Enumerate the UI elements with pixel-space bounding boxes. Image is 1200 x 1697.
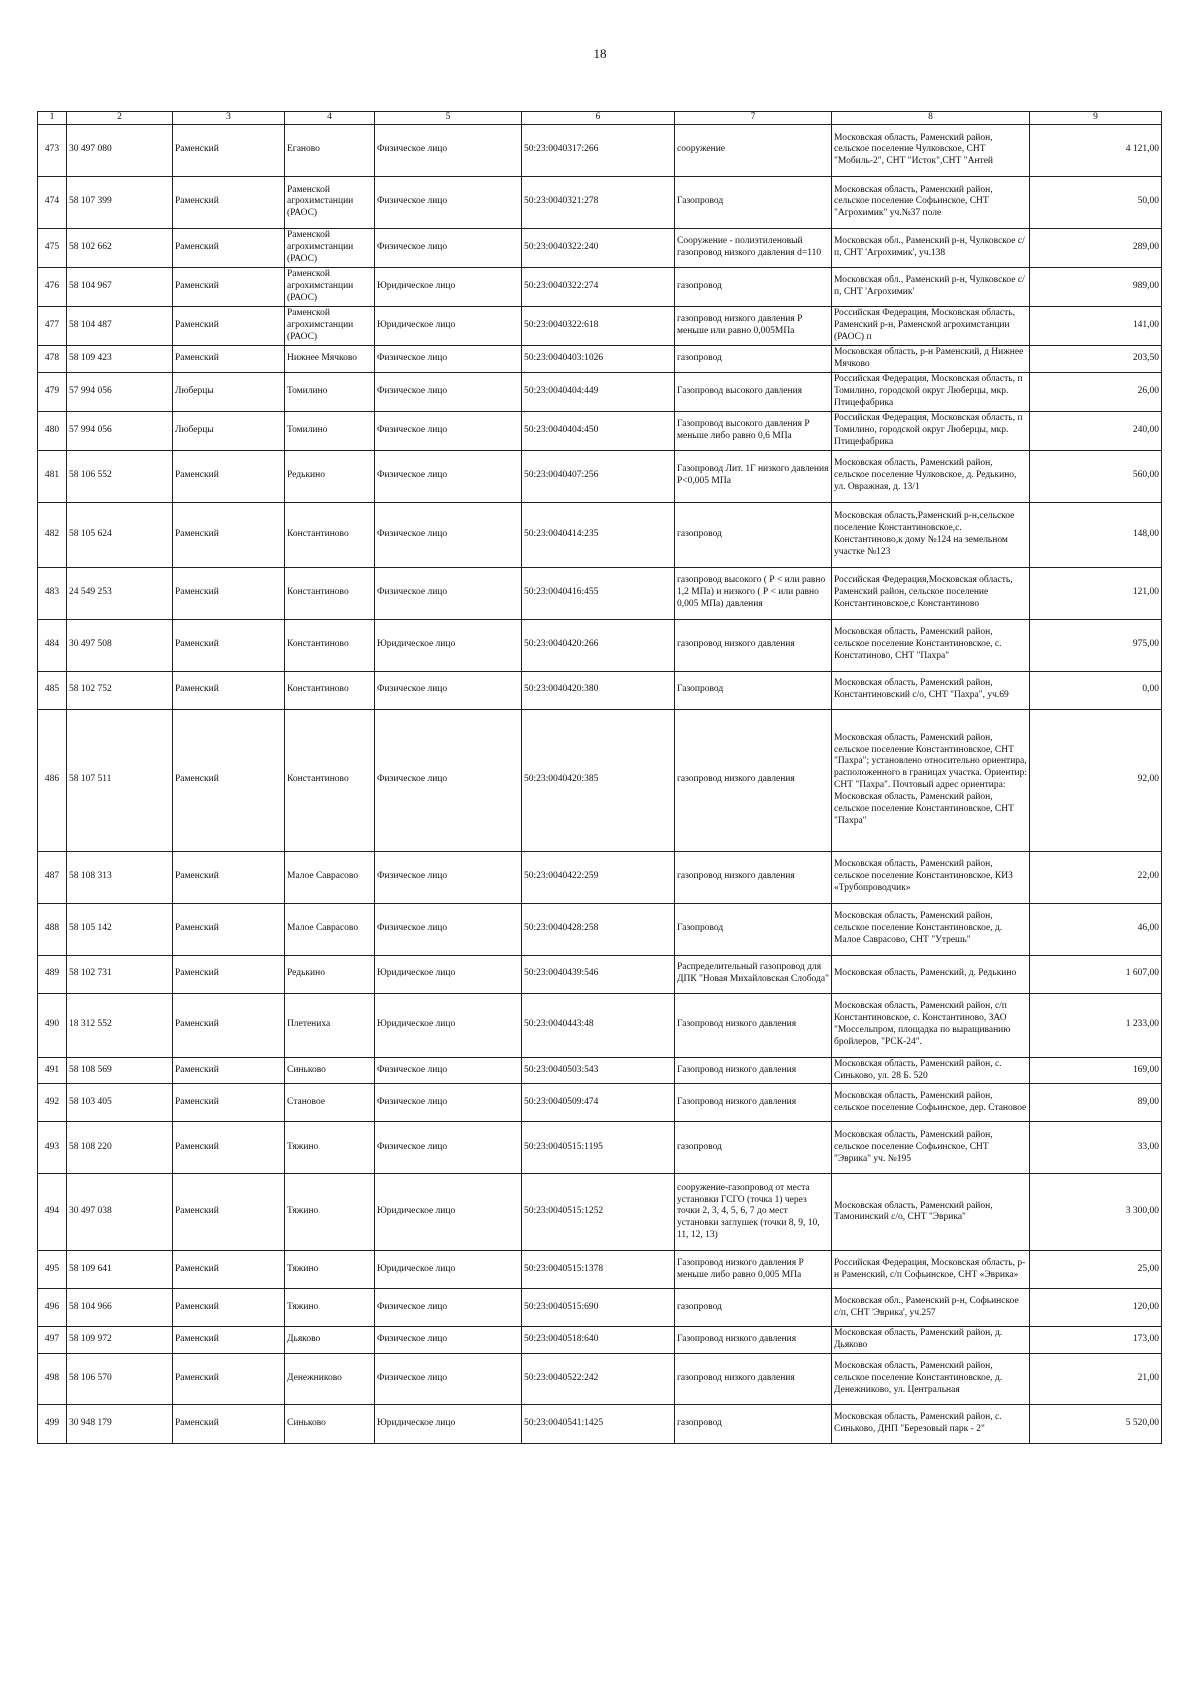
row-number: 492	[38, 1084, 67, 1122]
value-cell: 4 121,00	[1030, 124, 1162, 176]
row-number: 493	[38, 1122, 67, 1174]
row-number: 490	[38, 993, 67, 1057]
value-cell: 33,00	[1030, 1122, 1162, 1174]
row-number: 495	[38, 1251, 67, 1289]
cadastral-number-cell: 50:23:0040420:380	[522, 671, 675, 709]
cadastral-number-cell: 50:23:0040428:258	[522, 903, 675, 955]
district-cell: Раменский	[173, 1289, 285, 1327]
cadastral-number-cell: 50:23:0040321:278	[522, 176, 675, 228]
address-cell: Московская область, Раменский район, сельское поселение Константиновское, с. Констатиново, СНТ "Пахра"	[832, 619, 1030, 671]
settlement-cell: Раменской агрохимстанции (РАОС)	[285, 228, 375, 267]
address-cell: Московская область, Раменский район, сельское поселение Софьинское, СНТ "Эврика" уч. №195	[832, 1122, 1030, 1174]
object-cell: сооружение	[675, 124, 832, 176]
code-cell: 24 549 253	[67, 567, 173, 619]
settlement-cell: Раменской агрохимстанции (РАОС)	[285, 267, 375, 306]
table-row	[38, 306, 1162, 345]
code-cell: 30 497 508	[67, 619, 173, 671]
row-number: 477	[38, 306, 67, 345]
owner-type-cell: Юридическое лицо	[375, 306, 522, 345]
district-cell: Раменский	[173, 1405, 285, 1444]
object-cell: Распределительный газопровод для ДПК "Новая Михайловская Слобода"	[675, 955, 832, 993]
code-cell: 58 105 624	[67, 502, 173, 567]
value-cell: 203,50	[1030, 345, 1162, 372]
owner-type-cell: Физическое лицо	[375, 1327, 522, 1354]
object-cell: Газопровод	[675, 671, 832, 709]
row-number: 484	[38, 619, 67, 671]
cadastral-number-cell: 50:23:0040407:256	[522, 450, 675, 502]
address-cell: Московская область, Раменский район, с/п Константиновское, с. Константиново, ЗАО "Моссельпром, площадка по выращиванию бройлеров, "РСК-24".	[832, 993, 1030, 1057]
row-number: 473	[38, 124, 67, 176]
code-cell: 58 104 967	[67, 267, 173, 306]
value-cell: 89,00	[1030, 1084, 1162, 1122]
row-number: 488	[38, 903, 67, 955]
value-cell: 1 607,00	[1030, 955, 1162, 993]
object-cell: газопровод	[675, 1405, 832, 1444]
code-cell: 58 102 752	[67, 671, 173, 709]
district-cell: Раменский	[173, 1327, 285, 1354]
owner-type-cell: Физическое лицо	[375, 502, 522, 567]
cadastral-number-cell: 50:23:0040443:48	[522, 993, 675, 1057]
column-header: 8	[832, 112, 1030, 125]
table-row	[38, 1251, 1162, 1289]
value-cell: 50,00	[1030, 176, 1162, 228]
code-cell: 58 106 570	[67, 1354, 173, 1405]
value-cell: 0,00	[1030, 671, 1162, 709]
cadastral-number-cell: 50:23:0040522:242	[522, 1354, 675, 1405]
code-cell: 58 103 405	[67, 1084, 173, 1122]
address-cell: Московская область, Раменский район, д. Дьяково	[832, 1327, 1030, 1354]
value-cell: 169,00	[1030, 1057, 1162, 1084]
code-cell: 58 106 552	[67, 450, 173, 502]
settlement-cell: Константиново	[285, 567, 375, 619]
object-cell: Газопровод Лит. 1Г низкого давления Р<0,005 МПа	[675, 450, 832, 502]
settlement-cell: Томилино	[285, 411, 375, 450]
cadastral-number-cell: 50:23:0040515:1378	[522, 1251, 675, 1289]
settlement-cell: Нижнее Мячково	[285, 345, 375, 372]
district-cell: Раменский	[173, 993, 285, 1057]
table-row	[38, 450, 1162, 502]
district-cell: Раменский	[173, 671, 285, 709]
table-row	[38, 1057, 1162, 1084]
cadastral-number-cell: 50:23:0040322:274	[522, 267, 675, 306]
code-cell: 30 497 080	[67, 124, 173, 176]
cadastral-number-cell: 50:23:0040541:1425	[522, 1405, 675, 1444]
row-number: 474	[38, 176, 67, 228]
value-cell: 46,00	[1030, 903, 1162, 955]
owner-type-cell: Физическое лицо	[375, 709, 522, 851]
district-cell: Раменский	[173, 1057, 285, 1084]
row-number: 496	[38, 1289, 67, 1327]
cadastral-number-cell: 50:23:0040420:266	[522, 619, 675, 671]
table-row	[38, 411, 1162, 450]
code-cell: 58 109 972	[67, 1327, 173, 1354]
cadastral-number-cell: 50:23:0040518:640	[522, 1327, 675, 1354]
address-cell: Российская Федерация, Московская область, п Томилино, городской округ Люберцы, мкр. Птицефабрика	[832, 411, 1030, 450]
code-cell: 58 109 423	[67, 345, 173, 372]
table-row	[38, 502, 1162, 567]
owner-type-cell: Физическое лицо	[375, 1057, 522, 1084]
settlement-cell: Плетениха	[285, 993, 375, 1057]
object-cell: газопровод низкого давления	[675, 619, 832, 671]
cadastral-number-cell: 50:23:0040416:455	[522, 567, 675, 619]
column-header: 7	[675, 112, 832, 125]
cadastral-number-cell: 50:23:0040404:449	[522, 372, 675, 411]
object-cell: Газопровод высокого давления Р меньше либо равно 0,6 МПа	[675, 411, 832, 450]
row-number: 494	[38, 1174, 67, 1251]
settlement-cell: Константиново	[285, 502, 375, 567]
settlement-cell: Малое Саврасово	[285, 903, 375, 955]
district-cell: Раменский	[173, 176, 285, 228]
value-cell: 240,00	[1030, 411, 1162, 450]
owner-type-cell: Физическое лицо	[375, 372, 522, 411]
object-cell: Газопровод низкого давления	[675, 1084, 832, 1122]
table-row	[38, 619, 1162, 671]
district-cell: Люберцы	[173, 372, 285, 411]
settlement-cell: Константиново	[285, 709, 375, 851]
code-cell: 57 994 056	[67, 411, 173, 450]
value-cell: 1 233,00	[1030, 993, 1162, 1057]
owner-type-cell: Физическое лицо	[375, 176, 522, 228]
owner-type-cell: Физическое лицо	[375, 345, 522, 372]
settlement-cell: Тяжино	[285, 1122, 375, 1174]
settlement-cell: Тяжино	[285, 1174, 375, 1251]
cadastral-number-cell: 50:23:0040317:266	[522, 124, 675, 176]
owner-type-cell: Физическое лицо	[375, 903, 522, 955]
code-cell: 58 108 220	[67, 1122, 173, 1174]
value-cell: 975,00	[1030, 619, 1162, 671]
value-cell: 21,00	[1030, 1354, 1162, 1405]
table-row	[38, 176, 1162, 228]
object-cell: газопровод низкого давления	[675, 851, 832, 903]
row-number: 482	[38, 502, 67, 567]
row-number: 475	[38, 228, 67, 267]
settlement-cell: Тяжино	[285, 1289, 375, 1327]
table-row	[38, 228, 1162, 267]
object-cell: Сооружение - полиэтиленовый газопровод низкого давления d=110	[675, 228, 832, 267]
row-number: 498	[38, 1354, 67, 1405]
code-cell: 58 102 662	[67, 228, 173, 267]
settlement-cell: Константиново	[285, 619, 375, 671]
row-number: 491	[38, 1057, 67, 1084]
value-cell: 121,00	[1030, 567, 1162, 619]
cadastral-number-cell: 50:23:0040503:543	[522, 1057, 675, 1084]
district-cell: Раменский	[173, 345, 285, 372]
table-row	[38, 993, 1162, 1057]
object-cell: Газопровод	[675, 903, 832, 955]
row-number: 479	[38, 372, 67, 411]
object-cell: Газопровод высокого давления	[675, 372, 832, 411]
code-cell: 30 948 179	[67, 1405, 173, 1444]
column-header: 4	[285, 112, 375, 125]
value-cell: 22,00	[1030, 851, 1162, 903]
code-cell: 30 497 038	[67, 1174, 173, 1251]
object-cell: газопровод	[675, 267, 832, 306]
code-cell: 58 109 641	[67, 1251, 173, 1289]
district-cell: Раменский	[173, 903, 285, 955]
owner-type-cell: Физическое лицо	[375, 228, 522, 267]
settlement-cell: Раменской агрохимстанции (РАОС)	[285, 176, 375, 228]
address-cell: Московская область, Раменский район, сельское поселение Софьинское, СНТ "Агрохимик" уч.№37 поле	[832, 176, 1030, 228]
value-cell: 148,00	[1030, 502, 1162, 567]
table-row	[38, 1405, 1162, 1444]
cadastral-number-cell: 50:23:0040439:546	[522, 955, 675, 993]
object-cell: Газопровод низкого давления	[675, 1327, 832, 1354]
row-number: 489	[38, 955, 67, 993]
owner-type-cell: Юридическое лицо	[375, 1405, 522, 1444]
table-row	[38, 1354, 1162, 1405]
settlement-cell: Денежниково	[285, 1354, 375, 1405]
address-cell: Московская обл., Раменский р-н, Чулковское с/п, СНТ 'Агрохимик', уч.138	[832, 228, 1030, 267]
code-cell: 58 107 511	[67, 709, 173, 851]
address-cell: Российская Федерация, Московская область, Раменский р-н, Раменской агрохимстанции (РАОС) п	[832, 306, 1030, 345]
owner-type-cell: Физическое лицо	[375, 1084, 522, 1122]
cadastral-number-cell: 50:23:0040515:1252	[522, 1174, 675, 1251]
object-cell: Газопровод низкого давления	[675, 1057, 832, 1084]
table-row	[38, 903, 1162, 955]
page-number: 18	[593, 46, 607, 61]
row-number: 485	[38, 671, 67, 709]
district-cell: Раменский	[173, 1354, 285, 1405]
settlement-cell: Дьяково	[285, 1327, 375, 1354]
owner-type-cell: Физическое лицо	[375, 1354, 522, 1405]
owner-type-cell: Юридическое лицо	[375, 619, 522, 671]
code-cell: 58 102 731	[67, 955, 173, 993]
column-header: 6	[522, 112, 675, 125]
row-number: 480	[38, 411, 67, 450]
district-cell: Раменский	[173, 709, 285, 851]
object-cell: Газопровод	[675, 176, 832, 228]
settlement-cell: Редькино	[285, 955, 375, 993]
address-cell: Московская обл., Раменский р-н, Софьинское с/п, СНТ 'Эврика', уч.257	[832, 1289, 1030, 1327]
table-row	[38, 124, 1162, 176]
cadastral-number-cell: 50:23:0040322:240	[522, 228, 675, 267]
owner-type-cell: Физическое лицо	[375, 1122, 522, 1174]
row-number: 481	[38, 450, 67, 502]
cadastral-number-cell: 50:23:0040509:474	[522, 1084, 675, 1122]
owner-type-cell: Физическое лицо	[375, 671, 522, 709]
object-cell: газопровод	[675, 345, 832, 372]
table-row	[38, 345, 1162, 372]
address-cell: Московская область, Раменский район, сельское поселение Константиновское, д. Малое Саврасово, СНТ "Утрешь"	[832, 903, 1030, 955]
owner-type-cell: Физическое лицо	[375, 411, 522, 450]
object-cell: газопровод низкого давления Р меньше или равно 0,005МПа	[675, 306, 832, 345]
code-cell: 58 108 569	[67, 1057, 173, 1084]
owner-type-cell: Юридическое лицо	[375, 267, 522, 306]
row-number: 497	[38, 1327, 67, 1354]
district-cell: Раменский	[173, 1084, 285, 1122]
row-number: 499	[38, 1405, 67, 1444]
district-cell: Раменский	[173, 450, 285, 502]
row-number: 483	[38, 567, 67, 619]
code-cell: 58 107 399	[67, 176, 173, 228]
district-cell: Раменский	[173, 124, 285, 176]
value-cell: 26,00	[1030, 372, 1162, 411]
object-cell: газопровод низкого давления	[675, 709, 832, 851]
column-header: 9	[1030, 112, 1162, 125]
address-cell: Московская область, Раменский район, с. Синьково, ДНП "Березовый парк - 2"	[832, 1405, 1030, 1444]
column-header: 3	[173, 112, 285, 125]
cadastral-number-cell: 50:23:0040403:1026	[522, 345, 675, 372]
owner-type-cell: Физическое лицо	[375, 851, 522, 903]
object-cell: сооружение-газопровод от места установки ГСГО (точка 1) через точки 2, 3, 4, 5, 6, 7 до мест установки заглушек (точки 8, 9, 10, 11, 12, 13)	[675, 1174, 832, 1251]
table-row	[38, 372, 1162, 411]
settlement-cell: Малое Саврасово	[285, 851, 375, 903]
district-cell: Раменский	[173, 619, 285, 671]
column-header: 5	[375, 112, 522, 125]
object-cell: газопровод	[675, 502, 832, 567]
column-header: 1	[38, 112, 67, 125]
cadastral-number-cell: 50:23:0040404:450	[522, 411, 675, 450]
value-cell: 560,00	[1030, 450, 1162, 502]
value-cell: 289,00	[1030, 228, 1162, 267]
cadastral-number-cell: 50:23:0040515:690	[522, 1289, 675, 1327]
district-cell: Раменский	[173, 1174, 285, 1251]
settlement-cell: Еганово	[285, 124, 375, 176]
address-cell: Российская Федерация,Московская область, Раменский район, сельское поселение Константиновское,с Константиново	[832, 567, 1030, 619]
table-row	[38, 955, 1162, 993]
cadastral-number-cell: 50:23:0040322:618	[522, 306, 675, 345]
table-row	[38, 851, 1162, 903]
address-cell: Московская область, р-н Раменский, д Нижнее Мячково	[832, 345, 1030, 372]
column-header: 2	[67, 112, 173, 125]
table-row	[38, 709, 1162, 851]
address-cell: Московская область, Раменский район, сельское поселение Константиновское, д. Денежниково, ул. Центральная	[832, 1354, 1030, 1405]
code-cell: 57 994 056	[67, 372, 173, 411]
object-cell: газопровод	[675, 1122, 832, 1174]
object-cell: газопровод низкого давления	[675, 1354, 832, 1405]
table-row	[38, 671, 1162, 709]
address-cell: Московская область,Раменский р-н,сельское поселение Константиновское,с. Константиново,к дому №124 на земельном участке №123	[832, 502, 1030, 567]
value-cell: 141,00	[1030, 306, 1162, 345]
object-cell: Газопровод низкого давления	[675, 993, 832, 1057]
address-cell: Московская область, Раменский район, сельское поселение Чулковское, СНТ "Мобиль-2", СНТ "Исток",СНТ "Антей	[832, 124, 1030, 176]
district-cell: Раменский	[173, 1251, 285, 1289]
address-cell: Московская область, Раменский район, сельское поселение Константиновское, КИЗ «Трубопроводчик»	[832, 851, 1030, 903]
object-cell: газопровод	[675, 1289, 832, 1327]
value-cell: 5 520,00	[1030, 1405, 1162, 1444]
code-cell: 58 104 966	[67, 1289, 173, 1327]
table-row	[38, 567, 1162, 619]
settlement-cell: Константиново	[285, 671, 375, 709]
code-cell: 58 105 142	[67, 903, 173, 955]
cadastral-number-cell: 50:23:0040422:259	[522, 851, 675, 903]
settlement-cell: Раменской агрохимстанции (РАОС)	[285, 306, 375, 345]
settlement-cell: Синьково	[285, 1057, 375, 1084]
settlement-cell: Редькино	[285, 450, 375, 502]
address-cell: Российская Федерация, Московская область, р-н Раменский, с/п Софьинское, СНТ «Эврика»	[832, 1251, 1030, 1289]
value-cell: 25,00	[1030, 1251, 1162, 1289]
owner-type-cell: Юридическое лицо	[375, 955, 522, 993]
settlement-cell: Томилино	[285, 372, 375, 411]
address-cell: Московская обл., Раменский р-н, Чулковское с/п, СНТ 'Агрохимик'	[832, 267, 1030, 306]
value-cell: 173,00	[1030, 1327, 1162, 1354]
address-cell: Московская область, Раменский, д. Редькино	[832, 955, 1030, 993]
code-cell: 18 312 552	[67, 993, 173, 1057]
settlement-cell: Становое	[285, 1084, 375, 1122]
object-cell: газопровод высокого ( Р < или равно 1,2 МПа) и низкого ( Р < или равно 0,005 МПа) давления	[675, 567, 832, 619]
value-cell: 989,00	[1030, 267, 1162, 306]
settlement-cell: Синьково	[285, 1405, 375, 1444]
table-row	[38, 1174, 1162, 1251]
district-cell: Раменский	[173, 955, 285, 993]
owner-type-cell: Физическое лицо	[375, 450, 522, 502]
cadastral-number-cell: 50:23:0040420:385	[522, 709, 675, 851]
settlement-cell: Тяжино	[285, 1251, 375, 1289]
row-number: 487	[38, 851, 67, 903]
value-cell: 120,00	[1030, 1289, 1162, 1327]
code-cell: 58 108 313	[67, 851, 173, 903]
owner-type-cell: Юридическое лицо	[375, 1251, 522, 1289]
address-cell: Московская область, Раменский район, с. Синьково, ул. 28 Б. 520	[832, 1057, 1030, 1084]
table-row	[38, 267, 1162, 306]
owner-type-cell: Физическое лицо	[375, 1289, 522, 1327]
table-row	[38, 1327, 1162, 1354]
row-number: 478	[38, 345, 67, 372]
owner-type-cell: Физическое лицо	[375, 567, 522, 619]
district-cell: Люберцы	[173, 411, 285, 450]
table-row	[38, 1289, 1162, 1327]
owner-type-cell: Юридическое лицо	[375, 993, 522, 1057]
district-cell: Раменский	[173, 851, 285, 903]
value-cell: 92,00	[1030, 709, 1162, 851]
table-row	[38, 1084, 1162, 1122]
address-cell: Российская Федерация, Московская область, п Томилино, городской округ Люберцы, мкр. Птицефабрика	[832, 372, 1030, 411]
row-number: 486	[38, 709, 67, 851]
code-cell: 58 104 487	[67, 306, 173, 345]
district-cell: Раменский	[173, 567, 285, 619]
district-cell: Раменский	[173, 502, 285, 567]
address-cell: Московская область, Раменский район, Константиновский с/о, СНТ "Пахра", уч.69	[832, 671, 1030, 709]
owner-type-cell: Юридическое лицо	[375, 1174, 522, 1251]
value-cell: 3 300,00	[1030, 1174, 1162, 1251]
table-row	[38, 1122, 1162, 1174]
district-cell: Раменский	[173, 267, 285, 306]
cadastral-number-cell: 50:23:0040515:1195	[522, 1122, 675, 1174]
registry-table	[37, 111, 1162, 1444]
row-number: 476	[38, 267, 67, 306]
address-cell: Московская область, Раменский район, сельское поселение Константиновское, СНТ "Пахра"; установлено относительно ориентира, расположенного в границах участка. Ориентир: СНТ "Пахра". Почтовый адрес ориентира: Московская область, Раменский район, сельское поселение Константиновское, СНТ "Пахра"	[832, 709, 1030, 851]
address-cell: Московская область, Раменский район, сельское поселение Чулковское, д. Редькино, ул. Овражная, д. 13/1	[832, 450, 1030, 502]
cadastral-number-cell: 50:23:0040414:235	[522, 502, 675, 567]
district-cell: Раменский	[173, 1122, 285, 1174]
header-row	[38, 112, 1162, 125]
district-cell: Раменский	[173, 306, 285, 345]
object-cell: Газопровод низкого давления Р меньше либо равно 0,005 МПа	[675, 1251, 832, 1289]
address-cell: Московская область, Раменский район, Тамонинский с/о, СНТ "Эврика"	[832, 1174, 1030, 1251]
address-cell: Московская область, Раменский район, сельское поселение Софьинское, дер. Становое	[832, 1084, 1030, 1122]
district-cell: Раменский	[173, 228, 285, 267]
owner-type-cell: Физическое лицо	[375, 124, 522, 176]
